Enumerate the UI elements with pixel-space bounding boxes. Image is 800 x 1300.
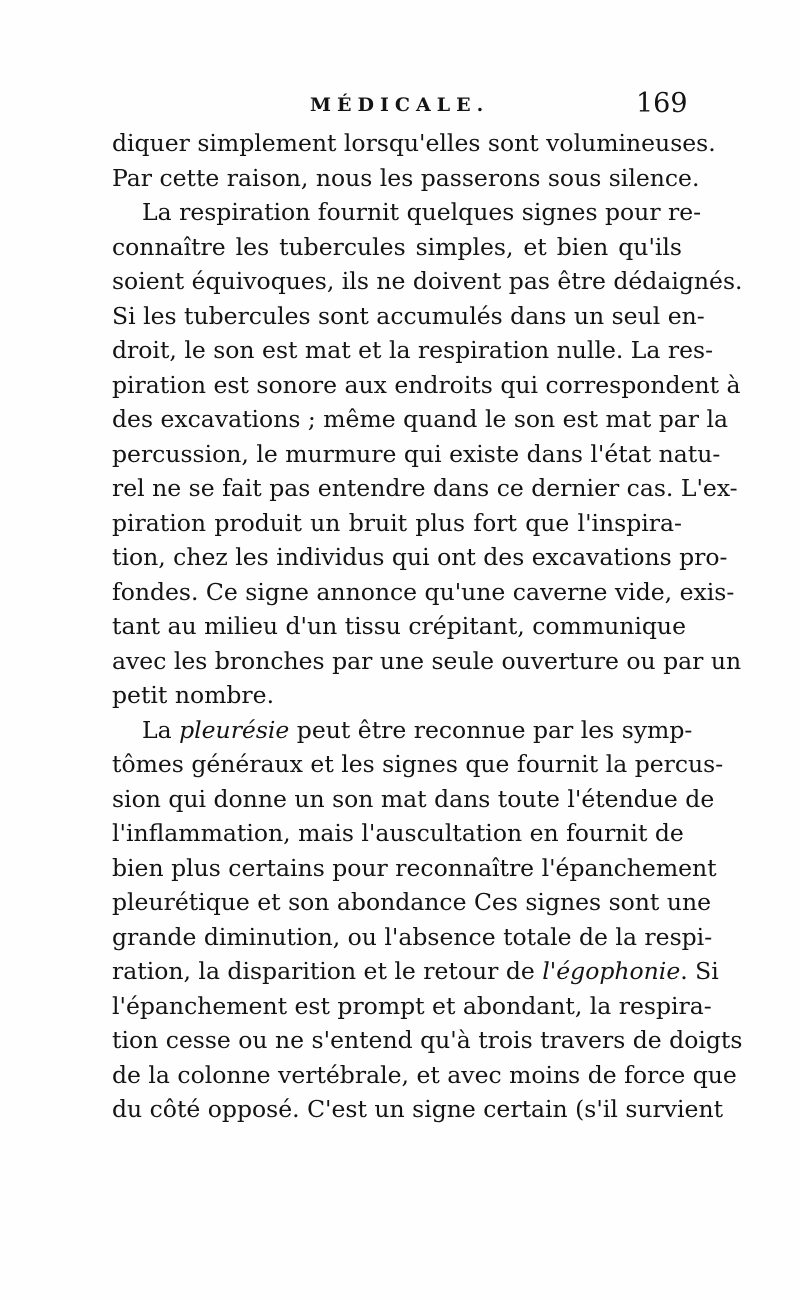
text-line (112, 954, 719, 989)
text-line: tion cesse ou ne s'entend qu'à trois travers de doigts (112, 1026, 743, 1054)
text-run: peut être reconnue par les symp- (289, 715, 693, 744)
text-line: bien plus certains pour reconnaître l'épanchement (112, 853, 717, 882)
text-line: du côté opposé. C'est un signe certain (s'il survient (112, 1095, 724, 1123)
text-line: pleurétique et son abondance Ces signes sont une (112, 888, 711, 916)
text-line: avec les bronches par une seule ouverture ou par un (112, 646, 742, 675)
text-line: La respiration fournit quelques signes pour re- (142, 198, 702, 226)
text-line: connaître les tubercules simples, et bien qu'ils (112, 232, 682, 261)
text-line: percussion, le murmure qui existe dans l'état natu- (112, 439, 721, 468)
text-run: La (142, 715, 180, 744)
text-line: l'inflammation, mais l'auscultation en fournit de (112, 819, 684, 847)
text-line: piration produit un bruit plus fort que l'inspira- (112, 508, 682, 537)
text-line: tion, chez les individus qui ont des excavations pro- (112, 543, 728, 571)
text-line: Si les tubercules sont accumulés dans un seul en- (112, 301, 705, 330)
text-line: sion qui donne un son mat dans toute l'étendue de (112, 784, 715, 813)
text-line: l'épanchement est prompt et abondant, la respira- (112, 991, 712, 1020)
text-run: ration, la disparition et le retour de (112, 957, 543, 985)
text-line: tômes généraux et les signes que fournit la percus- (112, 750, 724, 778)
text-line: rel ne se fait pas entendre dans ce dernier cas. L'ex- (112, 474, 738, 502)
text-line: piration est sonore aux endroits qui correspondent à (112, 370, 741, 399)
italic-term: l'égophonie (542, 957, 681, 985)
text-line: Par cette raison, nous les passerons sous silence. (112, 163, 700, 192)
text-line: tant au milieu d'un tissu crépitant, communique (112, 612, 686, 640)
italic-term: pleurésie (179, 715, 290, 744)
page-number: 169 (636, 88, 688, 119)
text-line: fondes. Ce signe annonce qu'une caverne vide, exis- (112, 577, 735, 606)
text-line: grande diminution, ou l'absence totale de la respi- (112, 922, 713, 951)
text-line: de la colonne vertébrale, et avec moins de force que (112, 1060, 737, 1089)
text-line: petit nombre. (112, 681, 275, 709)
text-line: droit, le son est mat et la respiration nulle. La res- (112, 336, 714, 364)
body-text (112, 126, 743, 1127)
text-line: soient équivoques, ils ne doivent pas être dédaignés. (112, 267, 743, 295)
text-line (112, 713, 693, 748)
text-line: des excavations ; même quand le son est mat par la (112, 405, 729, 433)
text-run: . Si (680, 957, 719, 985)
text-line: diquer simplement lorsqu'elles sont volumineuses. (112, 129, 716, 157)
running-head: MÉDICALE. (310, 94, 490, 116)
